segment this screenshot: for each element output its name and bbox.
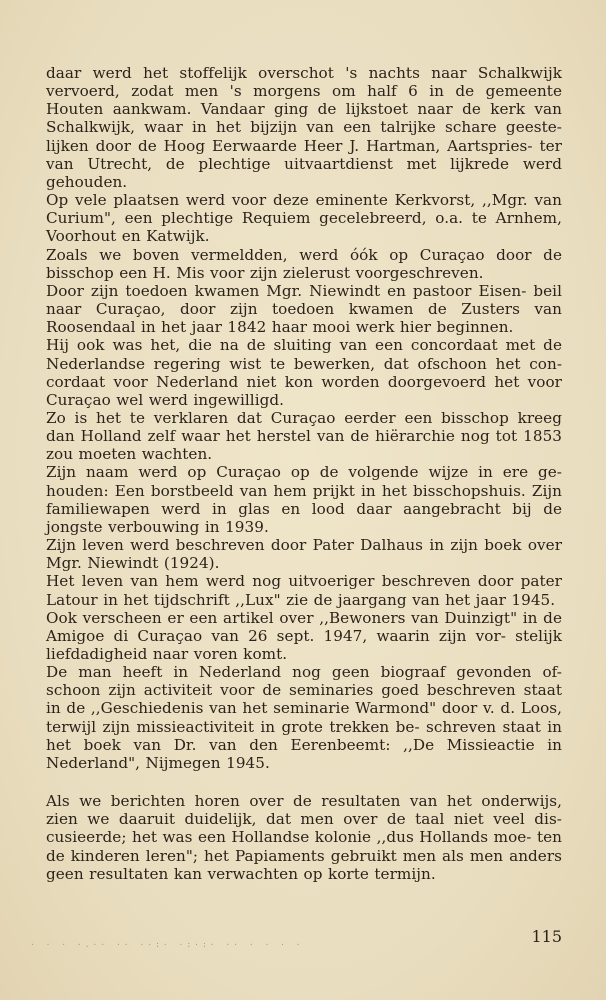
paragraph-5: Hij ook was het, die na de sluiting van een concordaat met de Nederlandse regering wist te bewerken, dat ofschoon het con- cordaat voor Nederland niet kon worden doorgevoerd het voor Curaçao wel werd ingewilligd. <box>46 336 562 409</box>
paragraph-1: daar werd het stoffelijk overschot 's nachts naar Schalkwijk vervoerd, zodat men 's morgens om half 6 in de gemeente Houten aankwam. Vandaar ging de lijkstoet naar de kerk van Schalkwijk, waar in het bijzijn van een talrijke schare geeste- lijken door de Hoog Eerwaarde Heer J. Hartman, Aartspries- ter van Utrecht, de plechtige uitvaartdienst met lijkrede werd gehouden. <box>46 64 562 191</box>
paragraph-11: De man heeft in Nederland nog geen biograaf gevonden of- schoon zijn activiteit voor de seminaries goed beschreven staat in de ,,Geschiedenis van het seminarie Warmond" door v. d. Loos, terwijl zijn missieactiviteit in grote trekken be- schreven staat in het boek van Dr. van den Eerenbeemt: ,,De Missieactie in Nederland", Nijmegen 1945. <box>46 663 562 772</box>
closing-paragraph: Als we berichten horen over de resultaten van het onderwijs, zien we daaruit duidelijk, dat men over de taal niet veel dis- cusieerde; het was een Hollandse kolonie ,,dus Hollands moe- ten de kinderen leren"; het Papiaments gebruikt men als men anders geen resultaten kan verwachten op korte termijn. <box>46 792 562 883</box>
paragraph-7: Zijn naam werd op Curaçao op de volgende wijze in ere ge- houden: Een borstbeeld van hem prijkt in het bisschopshuis. Zijn familiewapen werd in glas en lood daar aangebracht bij de jongste verbouwing in 1939. <box>46 463 562 536</box>
page-number: 115 <box>531 927 562 946</box>
paragraph-9: Het leven van hem werd nog uitvoeriger beschreven door pater Latour in het tijdschrift ,,Lux" zie de jaargang van het jaar 1945. <box>46 572 562 609</box>
paragraph-6: Zo is het te verklaren dat Curaçao eerder een bisschop kreeg dan Holland zelf waar het herstel van de hiërarchie nog tot 1853 zou moeten wachten. <box>46 408 562 464</box>
body-text <box>46 64 562 883</box>
paragraph-2: Op vele plaatsen werd voor deze eminente Kerkvorst, ,,Mgr. van Curium", een plechtige Requiem gecelebreerd, o.a. te Arnhem, Voorhout en Katwijk. <box>46 191 562 246</box>
paragraph-4: Door zijn toedoen kwamen Mgr. Niewindt en pastoor Eisen- beil naar Curaçao, door zijn toedoen kwamen de Zusters van Roosendaal in het jaar 1842 haar mooi werk hier beginnen. <box>46 281 562 337</box>
paragraph-10: Ook verscheen er een artikel over ,,Bewoners van Duinzigt" in de Amigoe di Curaçao van 26 sept. 1947, waarin zijn vor- stelijk liefdadigheid naar voren komt. <box>46 608 562 663</box>
paragraph-3: Zoals we boven vermeldden, werd óók op Curaçao door de bisschop een H. Mis voor zijn zielerust voorgeschreven. <box>46 245 562 282</box>
paragraph-8: Zijn leven werd beschreven door Pater Dalhaus in zijn boek over Mgr. Niewindt (1924). <box>46 536 562 573</box>
footer-print-marks: · · · ·.·· ·· ··:· ·:·:· ·· · · · · <box>30 940 304 949</box>
